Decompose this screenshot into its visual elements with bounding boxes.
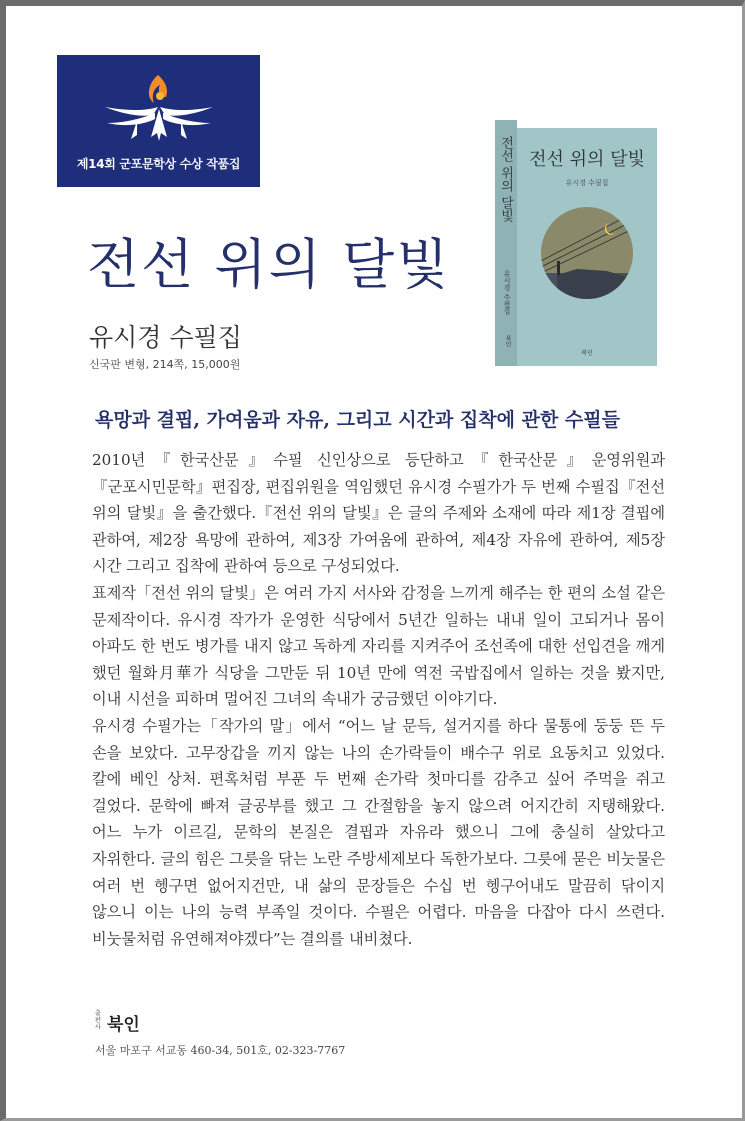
publisher-logo-small-text: 출판사: [95, 1010, 101, 1031]
spine-subtitle: 유시경 수필집: [503, 270, 511, 315]
moon-illustration: [537, 203, 637, 303]
publisher-name: 북인: [107, 1015, 140, 1035]
body-paragraph-3: 유시경 수필가는「작가의 말」에서 “어느 날 문득, 설거지를 하다 물통에 둥둥 뜬 두 손을 보았다. 고무장갑을 끼지 않는 나의 손가락들이 배수구 위로 요동치고 있었다. 칼에 베인 상처. 편혹처럼 부푼 두 번째 손가락 첫마디를 감추고 싶어 주먹을 쥐고 걸었다. 문학에 빠져 글공부를 했고 그 간절함을 놓지 않으려 어지간히 지탱해왔다. 어느 누가 이르길, 문학의 본질은 결핍과 자유라 했으니 그에 충실히 살았다고 자위한다. 글의 힘은 그릇을 닦는 노란 주방세제보다 독한가보다. 그릇에 묻은 비눗물은 여러 번 헹구면 없어지건만, 내 삶의 문장들은 수십 번 헹구어내도 말끔히 닦이지 않으니 이는 나의 능력 부족일 것이다. 수필은 어렵다. 마음을 다잡아 다시 쓰련다. 비눗물처럼 유연해져야겠다”는 결의를 내비쳤다.: [92, 716, 665, 948]
book-spine: [495, 120, 517, 366]
body-paragraph-1: 2010년『한국산문』수필 신인상으로 등단하고『한국산문』운영위원과『군포시민문학』편집장, 편집위원을 역임했던 유시경 수필가가 두 번째 수필집『전선 위의 달빛』을 출간했다.『전선 위의 달빛』은 글의 주제와 소재에 따라 제1장 결핍에 관하여, 제2장 욕망에 관하여, 제3장 가여움에 관하여, 제4장 자유에 관하여, 제5장 시간 그리고 집착에 관하여 등으로 구성되었다.: [92, 451, 665, 576]
headline: 욕망과 결핍, 가여움과 자유, 그리고 시간과 집착에 관한 수필들: [95, 409, 620, 431]
body-text: [92, 447, 665, 952]
book-subtitle: 유시경 수필집: [89, 323, 242, 352]
spine-publisher: 북인: [504, 335, 511, 347]
book-title: 전선 위의 달빛: [87, 233, 451, 296]
publisher-address: 서울 마포구 서교동 460-34, 501호, 02-323-7767: [95, 1044, 346, 1057]
award-badge: [57, 55, 260, 187]
book-spec: 신국판 변형, 214쪽, 15,000원: [89, 358, 241, 371]
book-front-cover: [517, 128, 657, 366]
award-badge-text: 제14회 군포문학상 수상 작품집: [76, 157, 241, 171]
spine-title: 전선 위의 달빛: [498, 136, 513, 223]
cover-subtitle: 유시경 수필집: [565, 179, 609, 187]
cover-publisher: 북인: [581, 350, 593, 357]
body-paragraph-2: 표제작「전선 위의 달빛」은 여러 가지 서사와 감정을 느끼게 해주는 한 편의 소설 같은 문제작이다. 유시경 작가가 운영한 식당에서 5년간 일하는 내내 일이 고되거나 몸이 아파도 한 번도 병가를 내지 않고 독하게 자리를 지켜주어 조선족에 대한 선입견을 깨게 했던 월화月華가 식당을 그만둔 뒤 10년 만에 역전 국밥집에서 일하는 것을 봤지만, 이내 시선을 피하며 멀어진 그녀의 속내가 궁금했던 이야기다.: [92, 583, 665, 709]
book-cover-image: [495, 120, 657, 366]
phoenix-logo-icon: [97, 67, 220, 147]
cover-title: 전선 위의 달빛: [529, 149, 645, 170]
